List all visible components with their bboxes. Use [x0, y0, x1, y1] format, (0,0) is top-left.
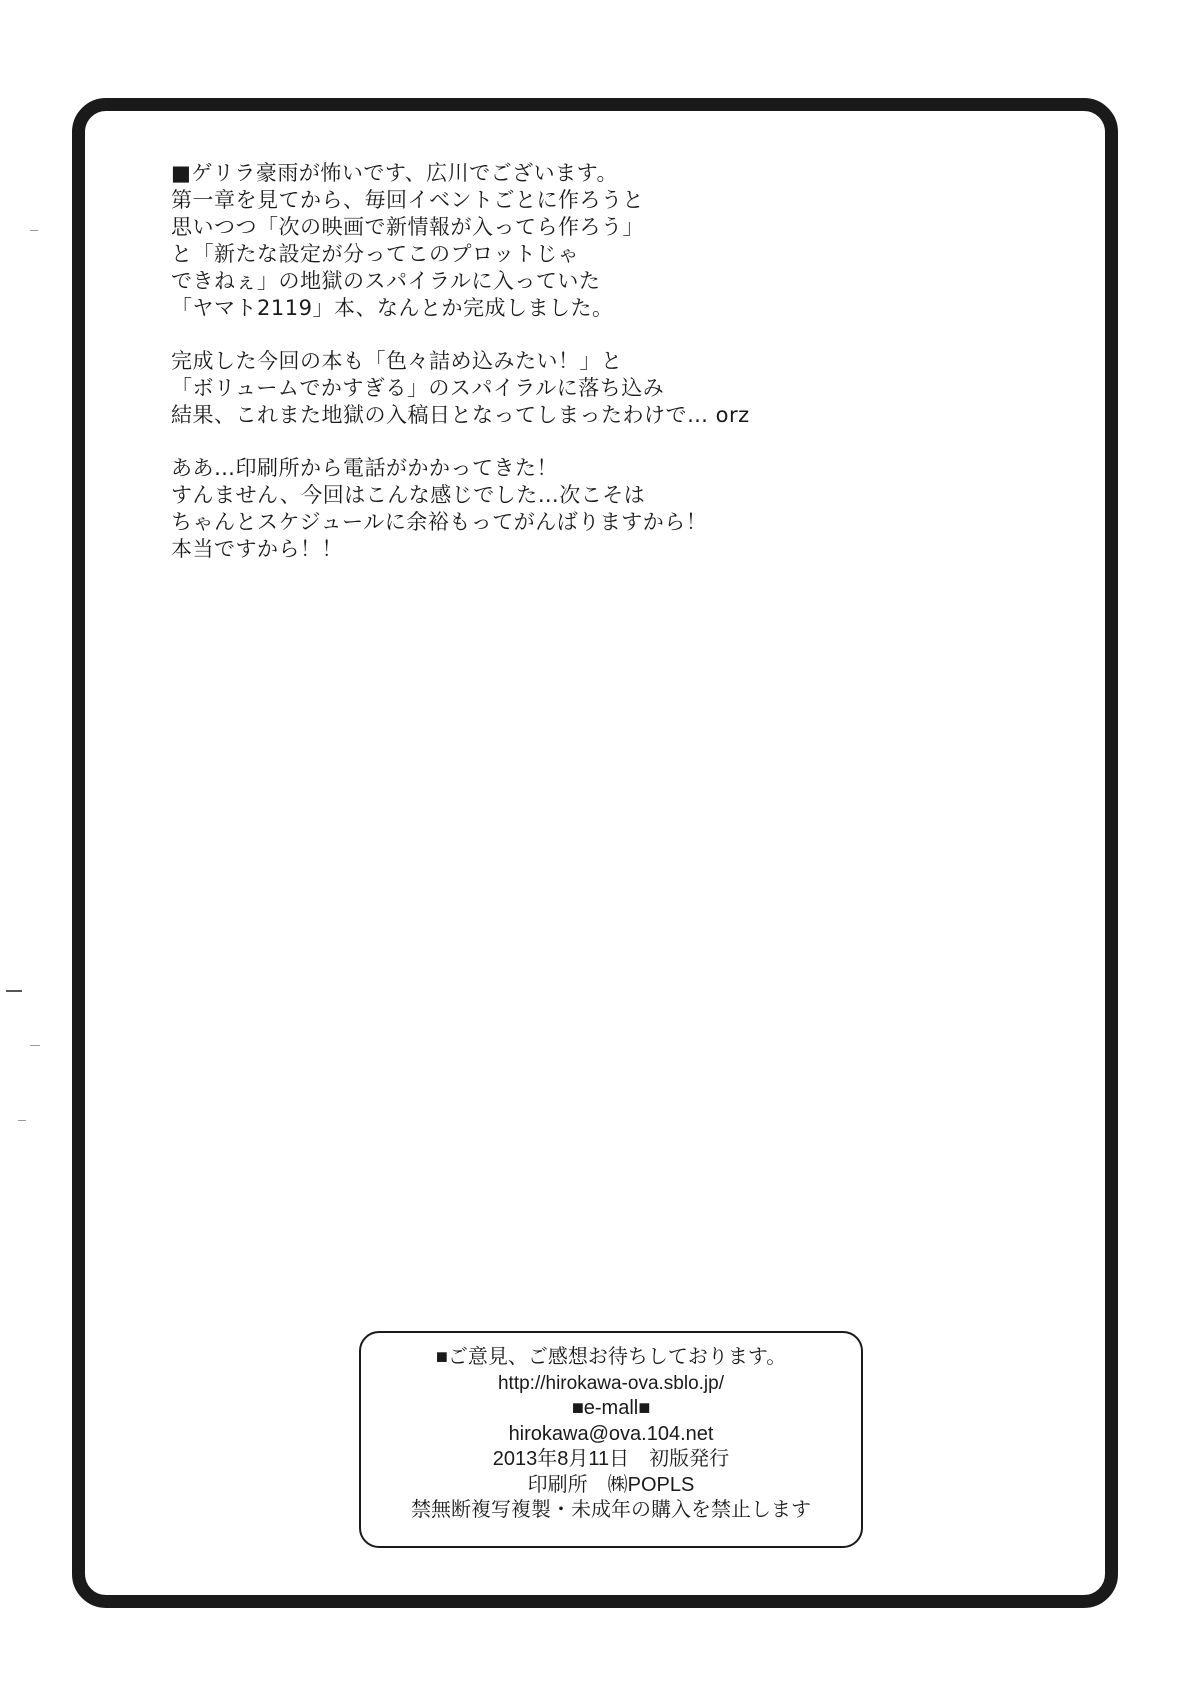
email-address: hirokawa@ova.104.net: [508, 1422, 714, 1445]
scan-speck: [30, 230, 38, 231]
text-line: 思いつつ「次の映画で新情報が入ってら作ろう」: [171, 215, 644, 239]
paragraph-3: [171, 455, 971, 563]
text-line: ああ…印刷所から電話がかかってきた！: [171, 456, 558, 480]
website-url: http://hirokawa-ova.sblo.jp/: [497, 1372, 724, 1394]
text-line: ちゃんとスケジュールに余裕もってがんばりますから！: [171, 510, 708, 534]
text-line: 第一章を見てから、毎回イベントごとに作ろうと: [171, 188, 644, 212]
text-line: 「ボリュームでかすぎる」のスパイラルに落ち込み: [171, 376, 665, 400]
email-heading: ■e-mall■: [571, 1397, 651, 1419]
text-line: と「新たな設定が分ってこのプロットじゃ: [171, 242, 580, 266]
scan-speck: [18, 1120, 26, 1121]
scan-speck: [6, 990, 22, 992]
publication-date: 2013年8月11日 初版発行: [492, 1448, 730, 1470]
paragraph-1: [171, 160, 971, 322]
feedback-line: ■ご意見、ご感想お待ちしております。: [435, 1346, 787, 1368]
text-line: 完成した今回の本も「色々詰め込みたい！」と: [171, 349, 623, 373]
copyright-notice: 禁無断複写複製・未成年の購入を禁止します: [411, 1499, 811, 1521]
colophon-box: [359, 1331, 863, 1548]
text-line: できねぇ」の地獄のスパイラルに入っていた: [171, 269, 601, 293]
text-line: 結果、これまた地獄の入稿日となってしまったわけで… orz: [171, 403, 750, 427]
text-line: 「ヤマト2119」本、なんとか完成しました。: [171, 296, 614, 320]
text-line: すんません、今回はこんな感じでした…次こそは: [171, 483, 646, 507]
text-line: 本当ですから！！: [171, 537, 343, 561]
scan-speck: [30, 1045, 40, 1046]
printer-line: 印刷所 ㈱POPLS: [527, 1473, 695, 1496]
paragraph-2: [171, 348, 971, 429]
text-line: ■ゲリラ豪雨が怖いです、広川でございます。: [171, 161, 618, 185]
afterword-text: [171, 160, 971, 589]
